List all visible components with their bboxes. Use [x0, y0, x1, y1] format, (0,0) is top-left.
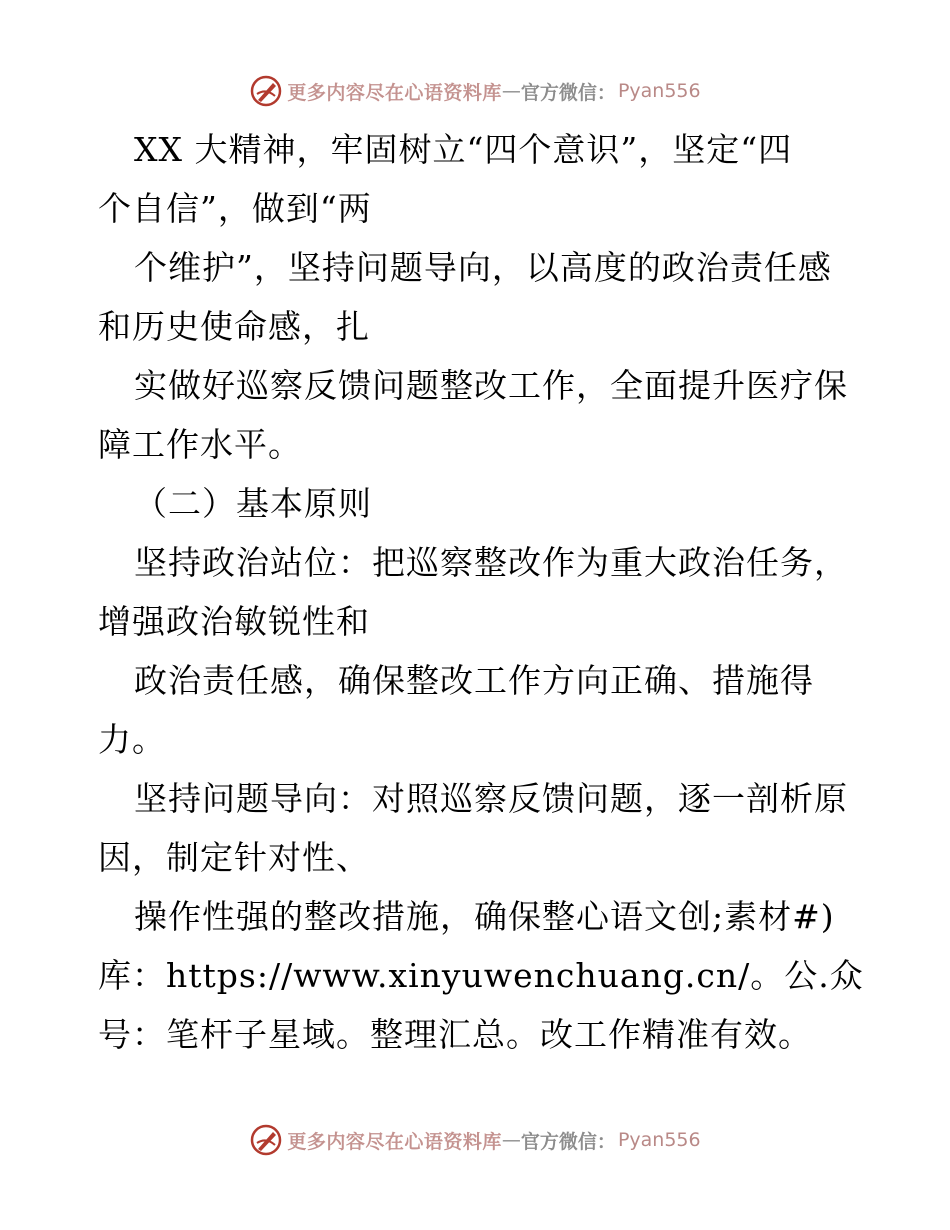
body-line: XX 大精神，牢固树立“四个意识”，坚定“四: [134, 130, 793, 169]
body-line: 和历史使命感，扎: [98, 307, 370, 346]
header-banner: [0, 71, 950, 111]
footer-wechat-label: 官方微信：: [520, 1130, 616, 1153]
body-line: 坚持问题导向：对照巡察反馈问题，逐一剖析原: [134, 779, 848, 818]
body-line: 因，制定针对性、: [98, 838, 370, 877]
body-line: 增强政治敏锐性和: [98, 602, 370, 641]
body-line: 号：笔杆子星域。整理汇总。改工作精准有效。: [98, 1015, 812, 1054]
body-line: 障工作水平。: [98, 425, 302, 464]
body-line: 操作性强的整改措施，确保整心语文创;素材#): [134, 897, 835, 936]
footer-dash: —: [501, 1129, 521, 1151]
body-line: 个自信”，做到“两: [98, 189, 372, 228]
body-line: 个维护”，坚持问题导向，以高度的政治责任感: [134, 248, 832, 287]
body-line: 库：https://www.xinyuwenchuang.cn/。公.众: [98, 956, 864, 995]
quill-pen-logo-icon: [249, 74, 283, 108]
header-dash: —: [501, 80, 521, 102]
body-line: 坚持政治站位：把巡察整改作为重大政治任务，: [134, 543, 848, 582]
document-body: [98, 120, 864, 1064]
body-line: 力。: [98, 720, 166, 759]
body-line: 实做好巡察反馈问题整改工作，全面提升医疗保: [134, 366, 848, 405]
section-heading: （二）基本原则: [134, 484, 372, 523]
header-wechat-id: Pyan556: [617, 80, 701, 102]
header-wechat-label: 官方微信：: [520, 81, 616, 104]
footer-site-text: 更多内容尽在心语资料库: [287, 1130, 502, 1153]
body-line: 政治责任感，确保整改工作方向正确、措施得: [134, 661, 814, 700]
footer-wechat-id: Pyan556: [617, 1129, 701, 1151]
quill-pen-logo-icon: [249, 1123, 283, 1157]
header-site-text: 更多内容尽在心语资料库: [287, 81, 502, 104]
footer-banner: [0, 1120, 950, 1160]
